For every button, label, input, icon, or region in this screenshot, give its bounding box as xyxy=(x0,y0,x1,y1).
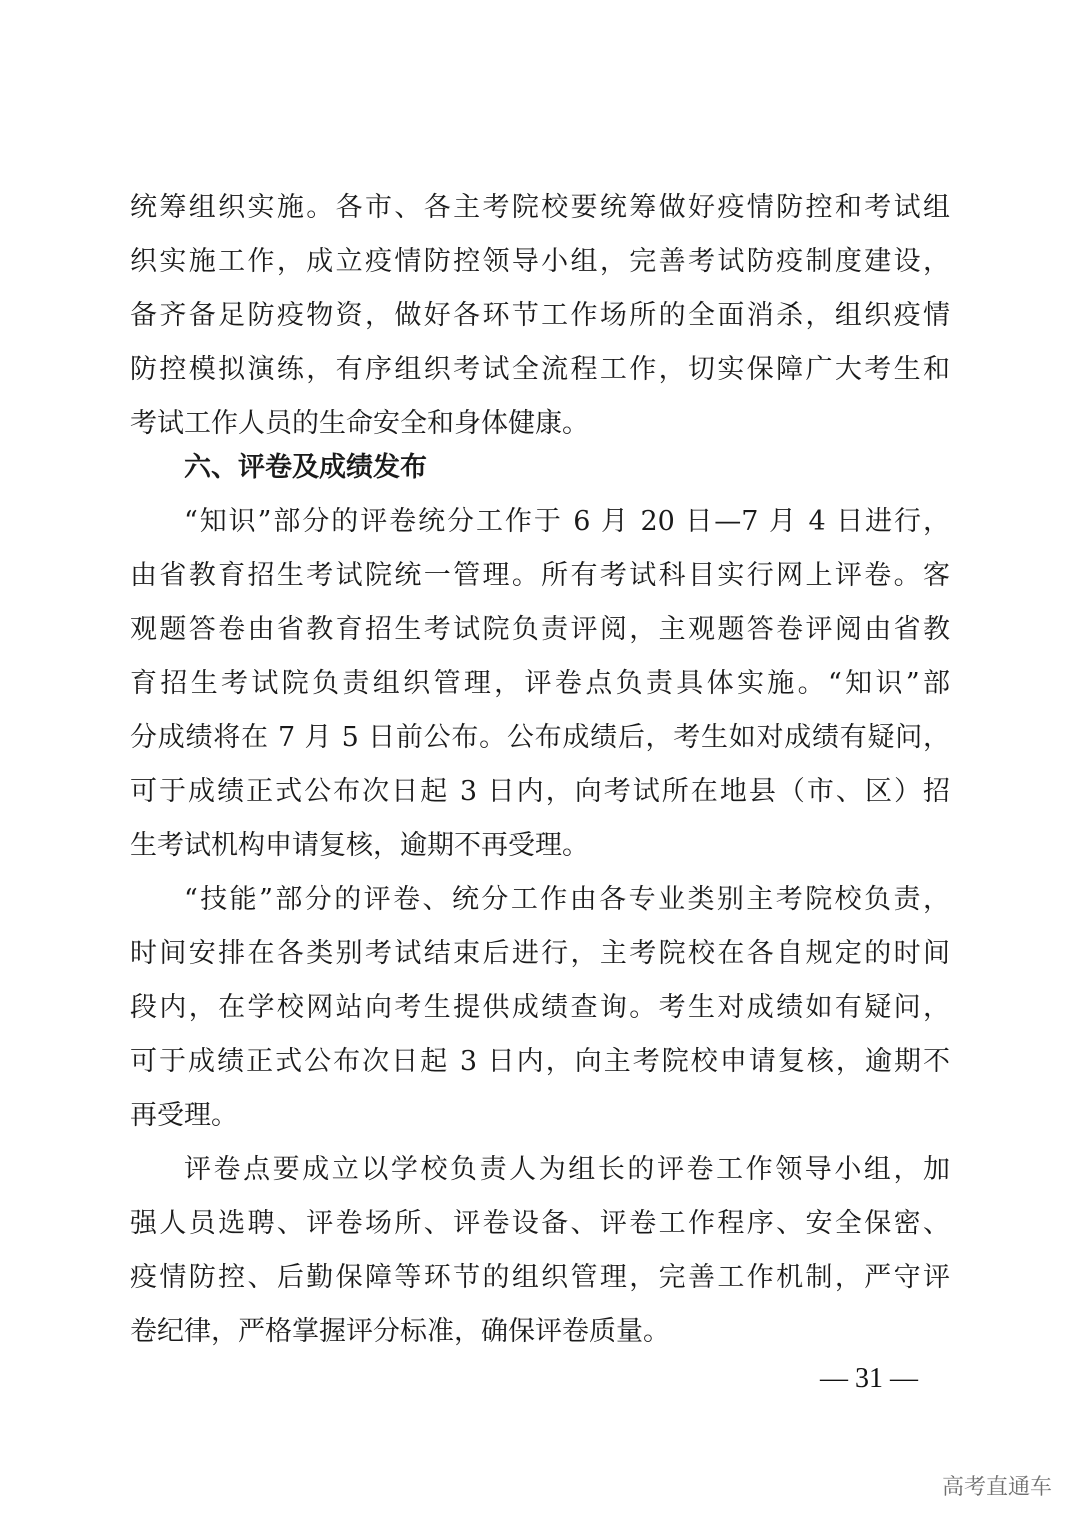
text-line: 育招生考试院负责组织管理，评卷点负责具体实施。“知识”部 xyxy=(130,668,950,699)
page-number: — 31 — xyxy=(820,1363,918,1394)
text-line: 观题答卷由省教育招生考试院负责评阅，主观题答卷评阅由省教 xyxy=(130,614,950,645)
text-line: 评卷点要成立以学校负责人为组长的评卷工作领导小组，加 xyxy=(184,1154,950,1185)
text-line: 备齐备足防疫物资，做好各环节工作场所的全面消杀，组织疫情 xyxy=(130,300,950,331)
text-line: 可于成绩正式公布次日起 3 日内，向主考院校申请复核，逾期不 xyxy=(130,1046,950,1077)
text-line: 再受理。 xyxy=(130,1100,238,1131)
text-line: 考试工作人员的生命安全和身体健康。 xyxy=(130,408,589,439)
text-line: 疫情防控、后勤保障等环节的组织管理，完善工作机制，严守评 xyxy=(130,1262,950,1293)
text-line: 强人员选聘、评卷场所、评卷设备、评卷工作程序、安全保密、 xyxy=(130,1208,950,1239)
section-heading: 六、评卷及成绩发布 xyxy=(184,452,427,483)
text-line: 可于成绩正式公布次日起 3 日内，向考试所在地县（市、区）招 xyxy=(130,776,950,807)
text-line: 织实施工作，成立疫情防控领导小组，完善考试防疫制度建设， xyxy=(130,246,950,277)
text-line: 段内，在学校网站向考生提供成绩查询。考生对成绩如有疑问， xyxy=(130,992,950,1023)
watermark: 高考直通车 xyxy=(942,1475,1053,1500)
text-line: 卷纪律，严格掌握评分标准，确保评卷质量。 xyxy=(130,1316,670,1347)
text-line: 生考试机构申请复核，逾期不再受理。 xyxy=(130,830,589,861)
text-line: 分成绩将在 7 月 5 日前公布。公布成绩后，考生如对成绩有疑问， xyxy=(130,722,950,753)
text-line: “技能”部分的评卷、统分工作由各专业类别主考院校负责， xyxy=(184,884,950,915)
text-line: “知识”部分的评卷统分工作于 6 月 20 日—7 月 4 日进行， xyxy=(184,506,950,537)
text-line: 统筹组织实施。各市、各主考院校要统筹做好疫情防控和考试组 xyxy=(130,192,950,223)
text-line: 防控模拟演练，有序组织考试全流程工作，切实保障广大考生和 xyxy=(130,354,950,385)
text-line: 由省教育招生考试院统一管理。所有考试科目实行网上评卷。客 xyxy=(130,560,950,591)
text-line: 时间安排在各类别考试结束后进行，主考院校在各自规定的时间 xyxy=(130,938,950,969)
